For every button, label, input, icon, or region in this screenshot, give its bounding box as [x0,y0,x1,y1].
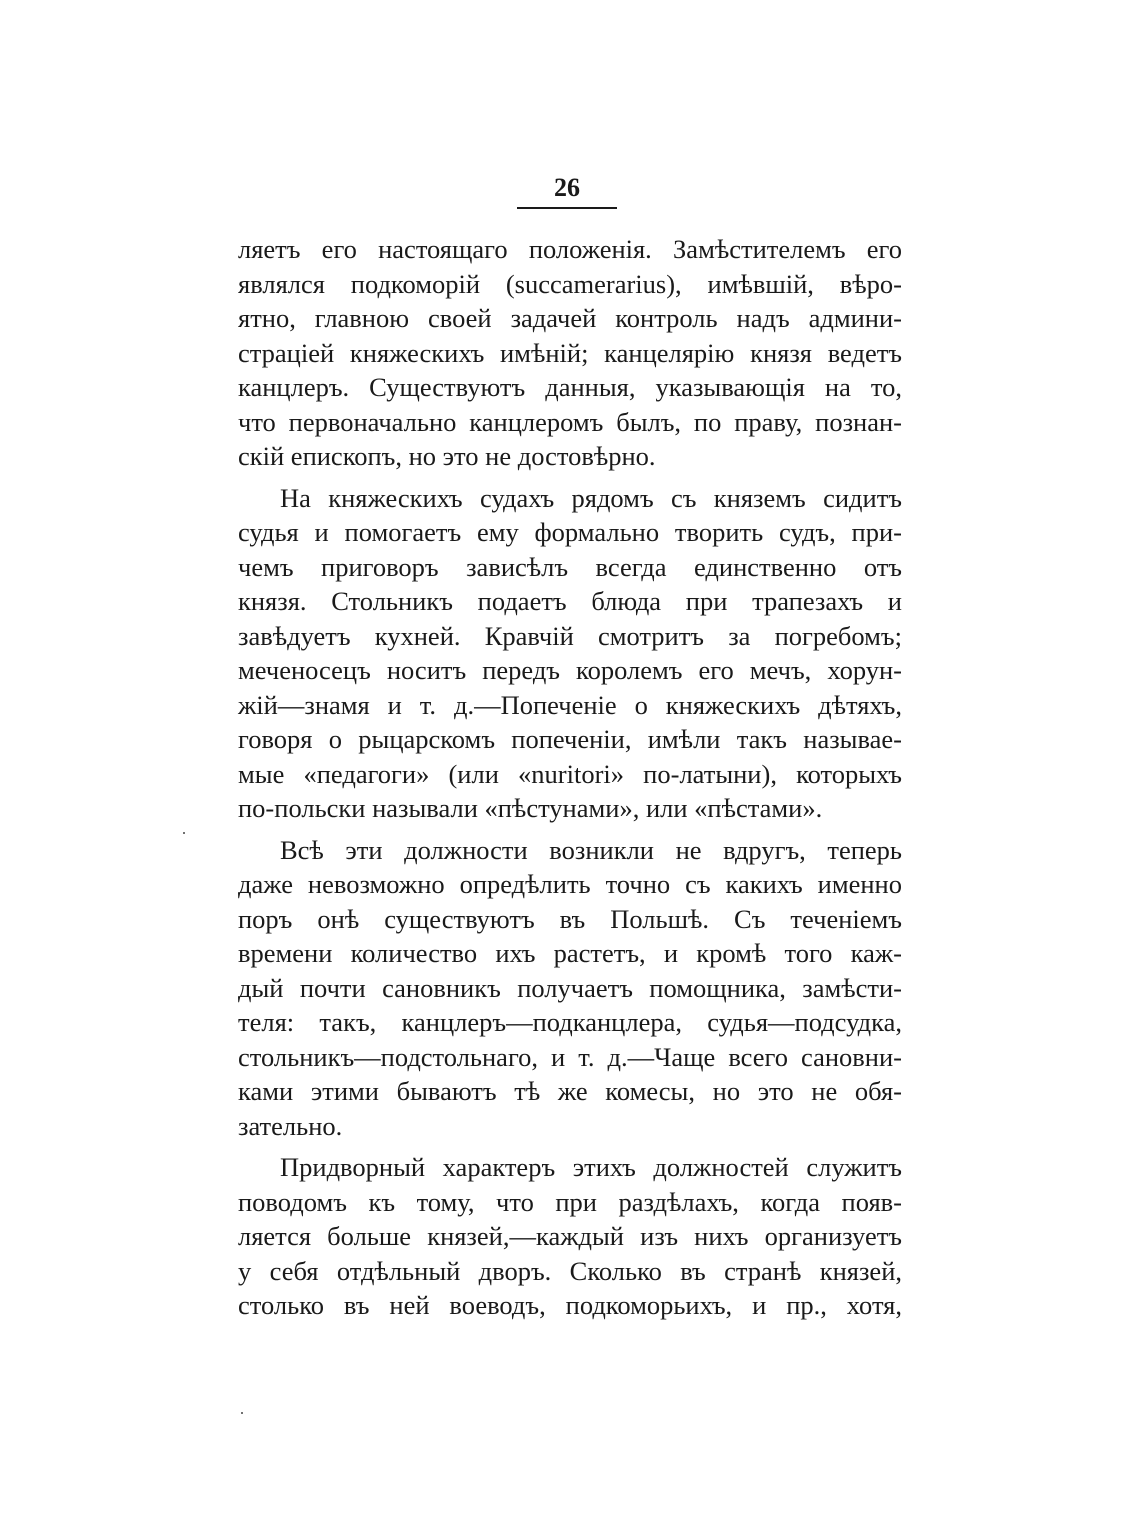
text-line: завѣдуетъ кухней. Кравчій смотритъ за погребомъ; [238,620,902,651]
text-line: князя. Стольникъ подаетъ блюда при трапезахъ и [238,586,902,616]
paragraph-3 [238,833,902,1144]
text-line: столько въ ней воеводъ, подкоморьихъ, и пр., хотя, [238,1290,902,1320]
body-text [238,232,902,1323]
text-line: чемъ приговоръ зависѣлъ всегда единственно отъ [238,551,902,582]
text-line: ляетъ его настоящаго положенія. Замѣстителемъ его [238,234,902,264]
text-line: страціей княжескихъ имѣній; канцелярію князя ведетъ [238,337,902,368]
text-line: мые «педагоги» (или «nuritori» по-латыни), которыхъ [238,758,902,789]
text-line: скій епископъ, но это не достовѣрно. [238,441,656,471]
text-line: Придворный характеръ этихъ должностей служитъ [280,1152,902,1182]
text-line: времени количество ихъ растетъ, и кромѣ того каж- [238,938,902,968]
text-line: На княжескихъ судахъ рядомъ съ княземъ сидитъ [280,482,902,513]
text-line: судья и помогаетъ ему формально творить судъ, при- [238,517,902,547]
text-line: говоря о рыцарскомъ попеченіи, имѣли такъ называе- [238,724,902,754]
text-line: теля: такъ, канцлеръ—подканцлера, судья—подсудка, [238,1007,902,1037]
text-line: жій—знамя и т. д.—Попеченіе о княжескихъ дѣтяхъ, [238,689,902,720]
text-line: канцлеръ. Существуютъ данныя, указывающія на то, [238,372,902,402]
text-line: даже невозможно опредѣлить точно съ какихъ именно [238,869,902,899]
text-line: являлся подкоморій (succamerarius), имѣвшій, вѣро- [238,268,902,299]
text-line: ляется больше князей,—каждый изъ нихъ организуетъ [238,1221,902,1251]
page-number-rule [517,207,617,209]
text-line: поръ онѣ существуютъ въ Польшѣ. Съ теченіемъ [238,903,902,934]
text-line: ятно, главною своей задачей контроль надъ админи- [238,303,902,333]
text-line: дый почти сановникъ получаетъ помощника, замѣсти- [238,972,902,1003]
text-line: поводомъ къ тому, что при раздѣлахъ, когда появ- [238,1186,902,1217]
text-line: у себя отдѣльный дворъ. Сколько въ странѣ князей, [238,1255,902,1286]
page-number: 26 [554,173,580,202]
text-line: Всѣ эти должности возникли не вдругъ, теперь [280,834,902,865]
paragraph-2 [238,481,902,826]
paragraph-4 [238,1150,902,1323]
scan-speck [241,1412,243,1414]
text-line: мечeносецъ носитъ передъ королемъ его мечъ, хорун- [238,655,902,685]
scan-speck [183,832,185,834]
text-line: что первоначально канцлеромъ былъ, по праву, познан- [238,406,902,437]
text-line: стольникъ—подстольнаго, и т. д.—Чаще всего сановни- [238,1041,902,1072]
text-line: ками этими бываютъ тѣ же комесы, но это не обя- [238,1076,902,1106]
text-line: по-польски называли «пѣстунами», или «пѣстами». [238,793,823,823]
text-line: зательно. [238,1110,343,1141]
paragraph-1 [238,232,902,474]
